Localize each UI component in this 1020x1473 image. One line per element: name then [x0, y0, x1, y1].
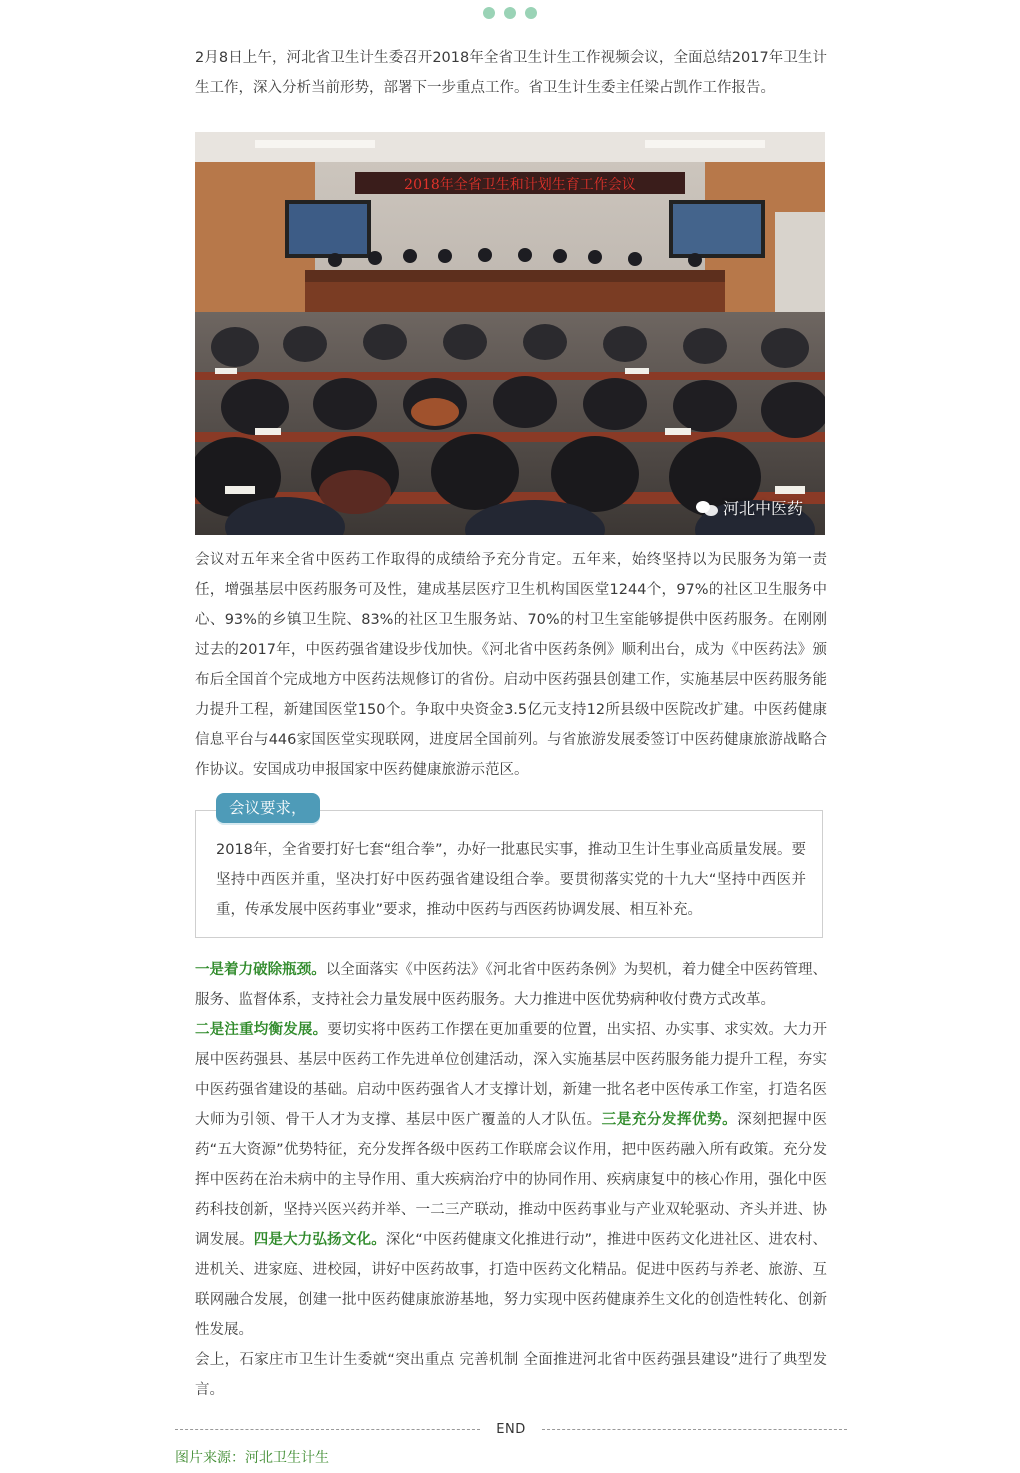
achievements-paragraph: 会议对五年来全省中医药工作取得的成绩给予充分肯定。五年来，始终坚持以为民服务为第一责任，增强基层中医药服务可及性，建成基层医疗卫生机构国医堂1244个，97%的社区卫生服务中心、93%的乡镇卫生院、83%的社区卫生服务站、70%的村卫生室能够提供中医药服务。在刚刚过去的2017年，中医药强省建设步伐加快。《河北省中医药条例》顺利出台，成为《中医药法》颁布后全国首个完成地方中医药法规修订的省份。启动中医药强县创建工作，实施基层中医药服务能力提升工程，新建国医堂150个。争取中央资金3.5亿元支持12所县级中医院改扩建。中医药健康信息平台与446家国医堂实现联网，进度居全国前列。与省旅游发展委签订中医药健康旅游战略合作协议。安国成功申报国家中医药健康旅游示范区。	[195, 552, 827, 778]
image-source-credit: 图片来源：河北卫生计生	[175, 1450, 329, 1466]
dot	[525, 7, 537, 19]
header-dots-decoration	[0, 7, 1020, 19]
point-4-heading: 四是大力弘扬文化。	[253, 1232, 386, 1248]
dot	[483, 7, 495, 19]
requirements-text: 2018年，全省要打好七套“组合拳”，办好一批惠民实事，推动卫生计生事业高质量发展。要坚持中西医并重，坚决打好中医药强省建设组合拳。要贯彻落实党的十九大“坚持中西医并重，传承发展中医药事业”要求，推动中医药与西医药协调发展、相互补充。	[216, 842, 806, 918]
meeting-photo	[195, 132, 825, 535]
intro-paragraph: 2月8日上午，河北省卫生计生委召开2018年全省卫生计生工作视频会议，全面总结2017年卫生计生工作，深入分析当前形势，部署下一步重点工作。省卫生计生委主任梁占凯作工作报告。	[195, 50, 827, 96]
divider-line-right	[542, 1429, 847, 1430]
point-4-text: 深化“中医药健康文化推进行动”，推进中医药文化进社区、进农村、进机关、进家庭、进校园，讲好中医药故事，打造中医药文化精品。促进中医药与养老、旅游、互联网融合发展，创建一批中医药健康旅游基地，努力实现中医药健康养生文化的创造性转化、创新性发展。	[195, 1232, 828, 1338]
divider-line-left	[175, 1429, 480, 1430]
end-label: END	[496, 1422, 526, 1437]
photo-watermark	[696, 496, 803, 519]
closing-text: 会上，石家庄市卫生计生委就“突出重点 完善机制 全面推进河北省中医药强县建设”进行了典型发言。	[195, 1352, 827, 1398]
point-2-heading: 二是注重均衡发展。	[195, 1022, 328, 1038]
point-1-heading: 一是着力破除瓶颈。	[195, 962, 326, 978]
key-points-paragraph	[195, 955, 827, 1405]
point-2-text: 要切实将中医药工作摆在更加重要的位置，出实招、办实事、求实效。大力开展中医药强县、基层中医药工作先进单位创建活动，深入实施基层中医药服务能力提升工程，夯实中医药强省建设的基础。启动中医药强省人才支撑计划，新建一批名老中医传承工作室，打造名医大师为引领、骨干人才为支撑、基层中医广覆盖的人才队伍。	[195, 1022, 828, 1128]
point-3-heading: 三是充分发挥优势。	[601, 1112, 738, 1128]
banner-text: 2018年全省卫生和计划生育工作会议	[404, 177, 636, 193]
end-divider	[175, 1422, 847, 1437]
requirements-title: 会议要求，	[216, 793, 320, 823]
wechat-icon	[696, 499, 718, 517]
point-3-text: 深刻把握中医药“五大资源”优势特征，充分发挥各级中医药工作联席会议作用，把中医药融入所有政策。充分发挥中医药在治未病中的主导作用、重大疾病治疗中的协同作用、疾病康复中的核心作用，强化中医药科技创新，坚持兴医兴药并举、一二三产联动，推动中医药事业与产业双轮驱动、齐头并进、协调发展。	[195, 1112, 828, 1248]
meeting-photo-illustration	[195, 132, 825, 535]
watermark-text: 河北中医药	[722, 499, 803, 518]
point-1-text: 以全面落实《中医药法》《河北省中医药条例》为契机，着力健全中医药管理、服务、监督体系，支持社会力量发展中医药服务。大力推进中医优势病种收付费方式改革。	[195, 962, 828, 1008]
dot	[504, 7, 516, 19]
